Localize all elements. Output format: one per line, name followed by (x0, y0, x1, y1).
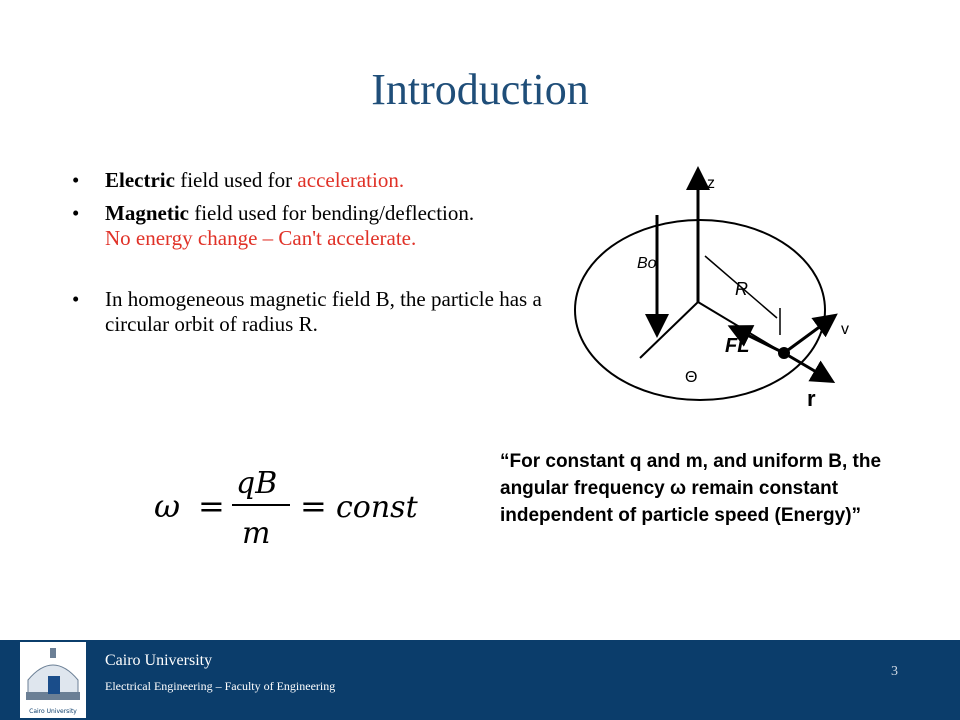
orbit-circle (575, 220, 825, 400)
z-label: z (707, 175, 715, 192)
numerator: qB (236, 466, 278, 501)
bullet-highlight: acceleration. (297, 168, 405, 192)
bullet-dot: • (72, 201, 80, 225)
const-text: const (336, 490, 418, 525)
bullet-bold-term: Magnetic (105, 201, 189, 225)
bullet-dot: • (72, 168, 80, 192)
bullet-item (72, 201, 542, 251)
bullet-dot: • (72, 287, 80, 311)
university-name: Cairo University (105, 652, 213, 669)
b-label: Bo (637, 255, 657, 272)
theta-label: Θ (685, 369, 698, 386)
bullet-text: In homogeneous magnetic field B, the particle has a circular orbit of radius R. (105, 287, 542, 336)
angular-frequency-formula (150, 455, 440, 555)
footer-bar (0, 640, 960, 720)
bullet-text: field used for (174, 168, 298, 192)
r-label: r (807, 386, 816, 411)
cyclotron-orbit-diagram (565, 160, 885, 415)
page-number: 3 (891, 664, 898, 679)
bullet-bold-term: Electric (105, 168, 175, 192)
bullet-item (72, 168, 542, 193)
force-label: FL (725, 335, 750, 357)
equals-sign: = (300, 487, 327, 525)
bullet-highlight: No energy change – Can't accelerate. (105, 226, 417, 250)
radius-label: R (735, 279, 748, 299)
faculty-name: Electrical Engineering – Faculty of Engineering (105, 679, 336, 693)
velocity-arrow (784, 317, 833, 353)
bullet-item (72, 287, 542, 337)
cairo-university-logo (20, 642, 86, 718)
quote-text: “For constant q and m, and uniform B, the angular frequency ω remain constant independent of particle speed (Energy)” (500, 451, 882, 526)
omega-symbol: ω (154, 487, 181, 525)
axis-line (640, 302, 698, 358)
logo-caption: Cairo University (29, 708, 77, 715)
bullet-text: field used for bending/deflection. (188, 201, 475, 225)
slide-title: Introduction (371, 65, 589, 114)
denominator: m (242, 516, 271, 551)
equals-sign: = (198, 487, 225, 525)
velocity-label: v (841, 321, 849, 338)
bullet-list (72, 168, 542, 337)
